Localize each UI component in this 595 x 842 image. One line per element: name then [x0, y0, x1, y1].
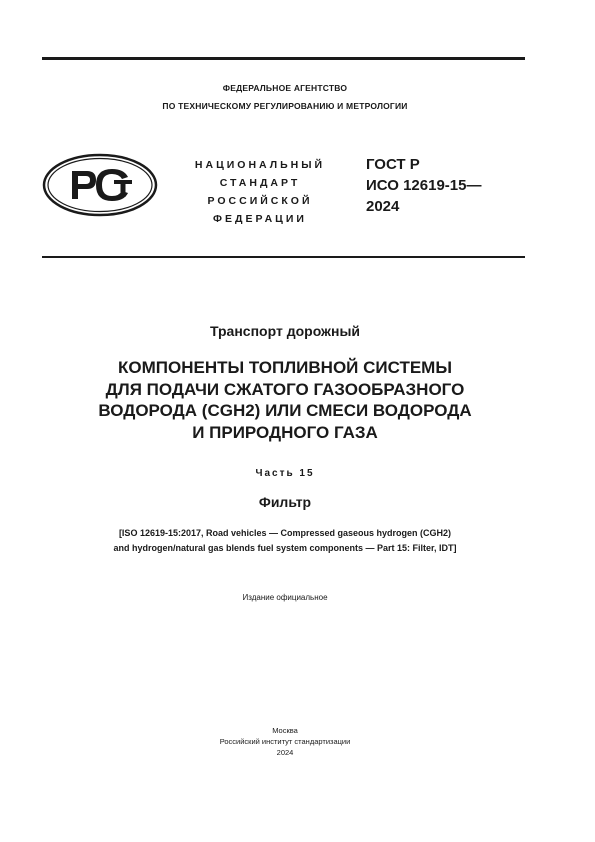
document-subtitle: Фильтр: [258, 494, 312, 510]
standard-designation: [366, 154, 481, 217]
national-standard-line: РОССИЙСКОЙ: [207, 195, 313, 207]
title-line: ДЛЯ ПОДАЧИ СЖАТОГО ГАЗООБРАЗНОГО: [105, 379, 465, 399]
title-line: ВОДОРОДА (CGH2) ИЛИ СМЕСИ ВОДОРОДА: [98, 401, 472, 420]
national-standard-label: [170, 156, 350, 228]
iso-reference-line: and hydrogen/natural gas blends fuel system components — Part 15: Filter, IDT]: [113, 543, 457, 553]
title-line: КОМПОНЕНТЫ ТОПЛИВНОЙ СИСТЕМЫ: [118, 358, 452, 377]
designation-line: ГОСТ Р: [366, 156, 420, 173]
edition-note: Издание официальное: [242, 593, 328, 602]
national-standard-line: ФЕДЕРАЦИИ: [213, 213, 307, 225]
top-rule: [42, 57, 525, 60]
national-standard-line: СТАНДАРТ: [219, 177, 301, 189]
part-number: Часть 15: [255, 468, 315, 479]
document-title: [30, 357, 540, 443]
agency-name-line-1: ФЕДЕРАЛЬНОЕ АГЕНТСТВО: [222, 83, 348, 93]
designation-line: ИСО 12619-15—: [366, 177, 482, 194]
agency-name-line-2: ПО ТЕХНИЧЕСКОМУ РЕГУЛИРОВАНИЮ И МЕТРОЛОГИИ: [162, 101, 408, 111]
iso-reference-line: [ISO 12619-15:2017, Road vehicles — Compressed gaseous hydrogen (CGH2): [118, 528, 452, 538]
imprint-city: Москва: [272, 726, 298, 735]
rst-emblem-icon: [42, 153, 158, 217]
designation-line: 2024: [366, 198, 400, 215]
header-divider-rule: [42, 256, 525, 258]
imprint-publisher: Российский институт стандартизации: [219, 737, 351, 746]
title-line: И ПРИРОДНОГО ГАЗА: [192, 422, 378, 442]
document-subject: Транспорт дорожный: [209, 323, 361, 339]
imprint: [0, 725, 570, 758]
imprint-year: 2024: [276, 748, 294, 757]
national-standard-line: НАЦИОНАЛЬНЫЙ: [194, 159, 326, 171]
iso-reference: [20, 526, 550, 556]
